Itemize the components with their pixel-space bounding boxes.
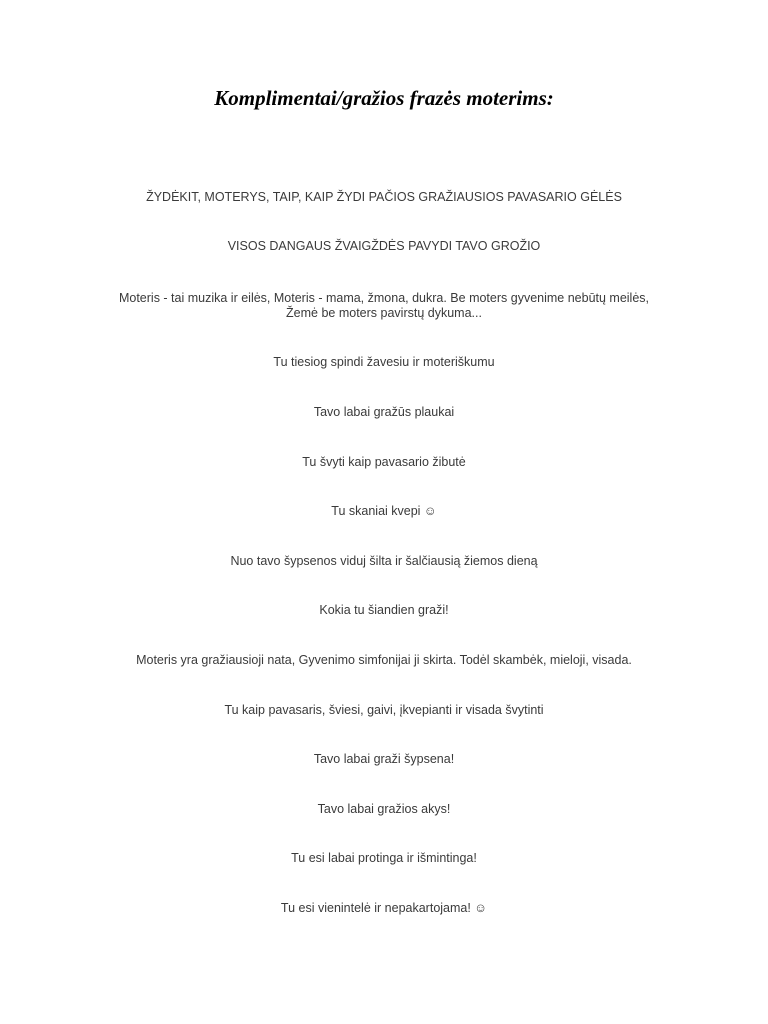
compliment-paragraph-line: Moteris - tai muzika ir eilės, Moteris - mama, žmona, dukra. Be moters gyvenime nebūtų meilės, xyxy=(118,291,650,305)
compliment-line: Tu esi vienintelė ir nepakartojama! ☺ xyxy=(280,901,488,915)
compliment-line: Tavo labai graži šypsena! xyxy=(313,752,455,766)
compliment-paragraph xyxy=(40,291,728,321)
document-title: Komplimentai/gražios frazės moterims: xyxy=(214,86,554,110)
compliment-line: Moteris yra gražiausioji nata, Gyvenimo simfonijai ji skirta. Todėl skambėk, mieloji, visada. xyxy=(136,653,632,667)
compliment-line: Tu esi labai protinga ir išmintinga! xyxy=(291,851,477,865)
compliment-line: Nuo tavo šypsenos viduj šilta ir šalčiausią žiemos dieną xyxy=(230,554,538,568)
compliment-line: VISOS DANGAUS ŽVAIGŽDĖS PAVYDI TAVO GROŽIO xyxy=(227,239,541,253)
compliment-line: Tu tiesiog spindi žavesiu ir moteriškumu xyxy=(273,355,495,369)
compliment-line: Tu skaniai kvepi ☺ xyxy=(331,504,437,518)
compliment-line: ŽYDĖKIT, MOTERYS, TAIP, KAIP ŽYDI PAČIOS GRAŽIAUSIOS PAVASARIO GĖLĖS xyxy=(146,190,622,204)
compliment-line: Tu švyti kaip pavasario žibutė xyxy=(302,455,466,469)
compliment-line: Tu kaip pavasaris, šviesi, gaivi, įkvepianti ir visada švytinti xyxy=(224,703,544,717)
compliment-line: Kokia tu šiandien graži! xyxy=(319,603,449,617)
compliment-line: Tavo labai gražūs plaukai xyxy=(313,405,455,419)
compliment-line: Tavo labai gražios akys! xyxy=(317,802,451,816)
compliment-paragraph-line: Žemė be moters pavirstų dykuma... xyxy=(286,306,482,320)
